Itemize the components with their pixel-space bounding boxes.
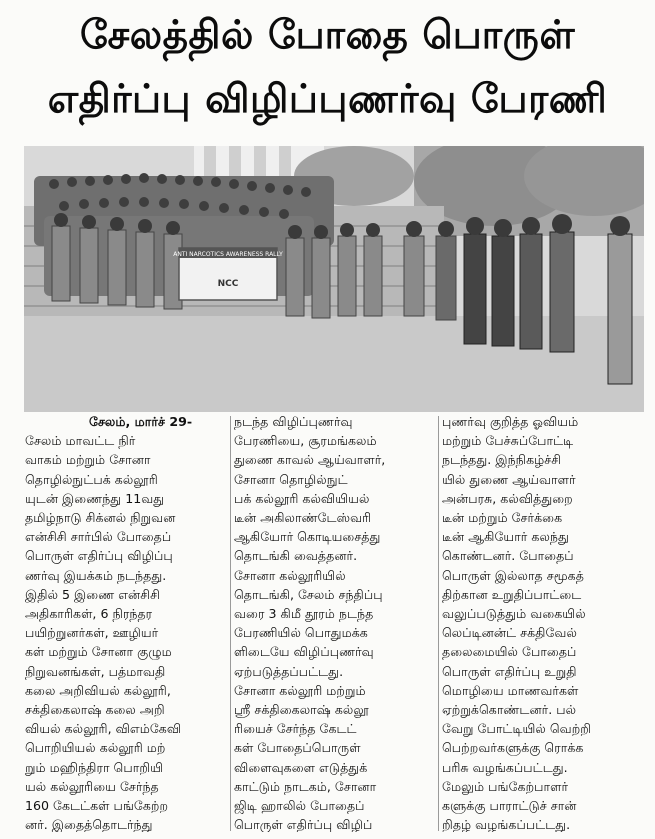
dateline: சேலம், மார்ச் 29- xyxy=(89,414,193,429)
article-line: தொழில்நுட்பக் கல்லூரி xyxy=(25,471,158,487)
article-line: அதிகாரிகள், 6 நிரந்தர xyxy=(25,606,153,622)
article-line: தமிழ்நாடு சிக்னல் நிறுவன xyxy=(25,510,176,526)
article-line: ஆகியோர் கொடியசைத்து xyxy=(234,529,381,545)
article-line: பக் கல்லூரி கல்வியியல் xyxy=(234,490,370,506)
article-line: மற்றும் பேச்சுப்போட்டி xyxy=(442,433,574,449)
article-line: மேலும் பங்கேற்பாளர் xyxy=(442,778,569,794)
article-line: திற்கான உறுதிப்பாட்டை xyxy=(442,586,582,602)
article-column-3 xyxy=(442,412,647,832)
article-line: தொடங்கி வைத்தனர். xyxy=(234,548,358,564)
article-line: வரை 3 கிமீ தூரம் நடந்த xyxy=(234,606,374,622)
article-line: பொருள் எதிர்ப்பு விழிப் xyxy=(234,817,373,832)
article-line: பேரணியில் பொதுமக்க xyxy=(234,625,368,641)
article-line: பரிசு வழங்கப்பட்டது. xyxy=(442,759,568,775)
article-line: சோனா தொழில்நுட் xyxy=(234,471,348,487)
article-line: ஏற்றுக்கொண்டனர். பல் xyxy=(442,702,577,718)
article-line: நடந்தது. இந்நிகழ்ச்சி xyxy=(442,452,562,468)
news-photo xyxy=(24,146,644,412)
article-line: டீன் மற்றும் சேர்க்கை xyxy=(442,510,563,526)
column-divider xyxy=(230,416,231,831)
article-line: ஸ்ரீ சக்திகைலாஷ் கல்லூ xyxy=(234,702,369,718)
article-line: ஏற்படுத்தப்பட்டது. xyxy=(234,663,344,679)
article-column-2 xyxy=(234,412,434,832)
article-line: யுடன் இணைந்து 11வது xyxy=(25,490,165,506)
article-line: சோனா கல்லூரி மற்றும் xyxy=(234,682,366,698)
banner-text-top: ANTI NARCOTICS AWARENESS RALLY xyxy=(173,251,283,258)
article-line: லெப்டினன்ட் சக்திவேல் xyxy=(442,625,577,641)
article-line: இதில் 5 இணை என்சிசி xyxy=(25,586,161,602)
article-line: விளைவுகளை எடுத்துக் xyxy=(234,759,368,775)
article-line: அன்பரசு, கல்வித்துறை xyxy=(442,490,573,506)
article-line: பொருள் இல்லாத சமூகத் xyxy=(442,567,584,583)
article-line: துணை காவல் ஆய்வாளர், xyxy=(234,452,386,468)
article-line: பெற்றவர்களுக்கு ரொக்க xyxy=(442,740,584,756)
article-line: பொருள் எதிர்ப்பு விழிப்பு xyxy=(25,548,173,564)
headline-line-2: எதிர்ப்பு விழிப்புணர்வு பேரணி xyxy=(47,77,608,122)
article-line: பேரணியை, சூரமங்கலம் xyxy=(234,433,377,449)
article-line: யல் கல்லூரியை சேர்ந்த xyxy=(25,778,159,794)
article-line: பொருள் எதிர்ப்பு உறுதி xyxy=(442,663,577,679)
banner-text-bottom: NCC xyxy=(217,279,239,289)
article-line: வியல் கல்லூரி, விஎம்கேவி xyxy=(25,721,182,737)
article-line: வேறு போட்டியில் வெற்றி xyxy=(442,721,592,737)
article-line: டீன் ஆகியோர் கலந்து xyxy=(442,529,569,545)
article-line: ரியைச் சேர்ந்த கேடட் xyxy=(234,721,357,737)
article-line: ணர்வு இயக்கம் நடந்தது. xyxy=(25,567,167,583)
article-line: வலுப்படுத்தும் வகையில் xyxy=(442,606,586,622)
article-line: நடந்த விழிப்புணர்வு xyxy=(234,414,353,429)
article-line: சோனா கல்லூரியில் xyxy=(234,567,346,583)
article-line: கொண்டனர். போதைப் xyxy=(442,548,574,564)
article-line: ளிடையே விழிப்புணர்வு xyxy=(234,644,374,660)
article-line: கலை அறிவியல் கல்லூரி, xyxy=(25,682,171,698)
headline-line-1: சேலத்தில் போதை பொருள் xyxy=(79,13,576,58)
article-line: நிறுவனங்கள், பத்மாவதி xyxy=(25,663,166,679)
article-line: யில் துணை ஆய்வாளர் xyxy=(442,471,576,487)
article-line: கள் மற்றும் சோனா குழும xyxy=(25,644,172,660)
article-line: ஜிடி ஹாலில் போதைப் xyxy=(234,798,365,814)
article-line: என்சிசி சார்பில் போதைப் xyxy=(25,529,172,545)
article-line: சேலம் மாவட்ட நிர் xyxy=(25,433,136,449)
article-line: சக்திகைலாஷ் கலை அறி xyxy=(25,702,165,718)
article-line: தொடங்கி, சேலம் சந்திப்பு xyxy=(234,586,383,602)
article-line: றிதழ் வழங்கப்பட்டது. xyxy=(442,817,571,832)
article-line: வாகம் மற்றும் சோனா xyxy=(25,452,151,468)
article-line: 160 கேடட்கள் பங்கேற்ற xyxy=(25,798,169,814)
article-line: புணர்வு குறித்த ஓவியம் xyxy=(442,414,579,429)
article-line: தலைமையில் போதைப் xyxy=(442,644,577,660)
article-line: களுக்கு பாராட்டுச் சான் xyxy=(442,798,577,814)
article-line: காட்டும் நாடகம், சோனா xyxy=(234,778,377,794)
column-divider xyxy=(438,416,439,831)
article-line: டீன் அகிலாண்டேஸ்வரி xyxy=(234,510,372,526)
article-line: பொறியியல் கல்லூரி மற் xyxy=(25,740,166,756)
article-line: னர். இதைத்தொடர்ந்து xyxy=(25,817,153,832)
article-line: பயிற்றுனர்கள், ஊழியர் xyxy=(25,625,159,641)
article-line: மொழியை மாணவர்கள் xyxy=(442,682,579,698)
article-column-1 xyxy=(25,412,225,832)
article-line: கள் போதைப்பொருள் xyxy=(234,740,361,756)
article-line: றும் மஹிந்திரா பொறியி xyxy=(25,759,164,775)
